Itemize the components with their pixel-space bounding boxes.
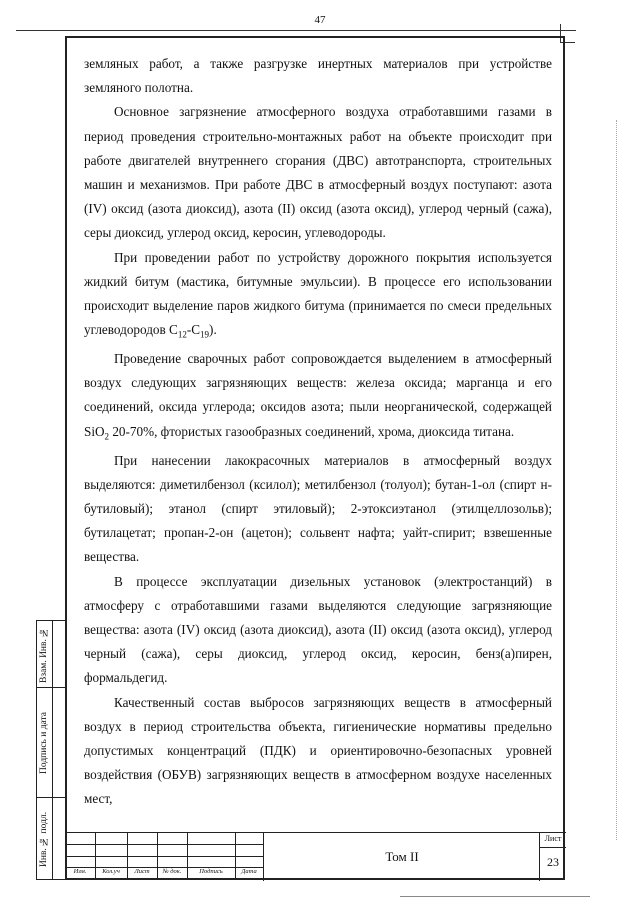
sheet-cell [539,832,566,881]
title-cell [263,832,540,881]
header-podpis: Подпись [199,868,223,875]
sheet-label: Лист [544,834,562,843]
header-list: Лист [134,868,150,875]
header-data: Дата [241,868,257,875]
title-block [65,832,565,880]
side-stamp [36,620,65,880]
paragraph: При проведении работ по устройству дорожного покрытия используется жидкий битум (мастика, битумные эмульсии). В процессе его использовании происходит выделение паров жидкого битума (принимается по смеси предельных углеводородов $C_{12}-C_{19}$). [84,249,552,340]
paragraph: В процессе эксплуатации дизельных установок (электростанций) в атмосферу с отработавшими газами выделяются следующие загрязняющие вещества: азота (IV) оксид (азота диоксид), азота (II) оксид (азота оксид), углерод черный (сажа), серы диоксид, углерод оксид, керосин, бенз(а)пирен, формальдегид. [84,573,552,686]
revision-grid [65,832,263,880]
scan-edge-bottom [400,896,590,897]
paragraph: Проведение сварочных работ сопровождается выделением в атмосферный воздух следующих загрязняющих веществ: железа оксида; марганца и его соединений, оксида углерода; оксидов азота; пыли неорганической, содержащей SiO$_2$ 20-70%, фтористых газообразных соединений, хрома, диоксида титана. [84,351,552,442]
header-izm: Изм. [73,868,87,875]
page-number: 47 [314,14,326,26]
volume-title: Том II [385,849,419,864]
header-kol-uch: Кол.уч [102,868,120,875]
paragraph: Основное загрязнение атмосферного воздуха отработавшими газами в период проведения строительно-монтажных работ на объекте происходит при работе двигателей внутреннего сгорания (ДВС) автотранспорта, строительных машин и механизмов. При работе ДВС в атмосферный воздух поступают: азота (IV) оксид (азота диоксид), азота (II) оксид (азота оксид), углерод черный (сажа), серы диоксид, углерод оксид, керосин, углеводороды. [84,104,552,241]
paragraph: Качественный состав выбросов загрязняющих веществ в атмосферный воздух в период строительства объекта, гигиенические нормативы предельно допустимых концентраций (ПДК) и ориентировочно-безопасных уровней воздействия (ОБУВ) загрязняющих веществ в атмосферном воздухе населенных мест, [84,694,552,807]
header-n-dok: № док. [162,868,182,875]
podpis-data-label: Подпись и дата [39,712,49,775]
inv-podl-label: Инв. № подл. [39,811,49,867]
sheet-number: 23 [547,855,559,869]
paragraph: земляных работ, а также разгрузке инертных материалов при устройстве земляного полотна. [84,56,552,96]
scan-edge [616,120,617,840]
body-text [84,52,552,812]
vzam-inv-label: Взам. Инв. № [39,626,49,684]
top-rule [16,30,576,31]
paragraph: При нанесении лакокрасочных материалов в атмосферный воздух выделяются: диметилбензол (ксилол); метилбензол (толуол); бутан-1-ол (спирт н-бутиловый); этанол (спирт этиловый); 2-этоксиэтанол (этилцеллозольв); бутилацетат; пропан-2-он (ацетон); сольвент нафта; уайт-спирит; взвешенные вещества. [84,452,552,565]
